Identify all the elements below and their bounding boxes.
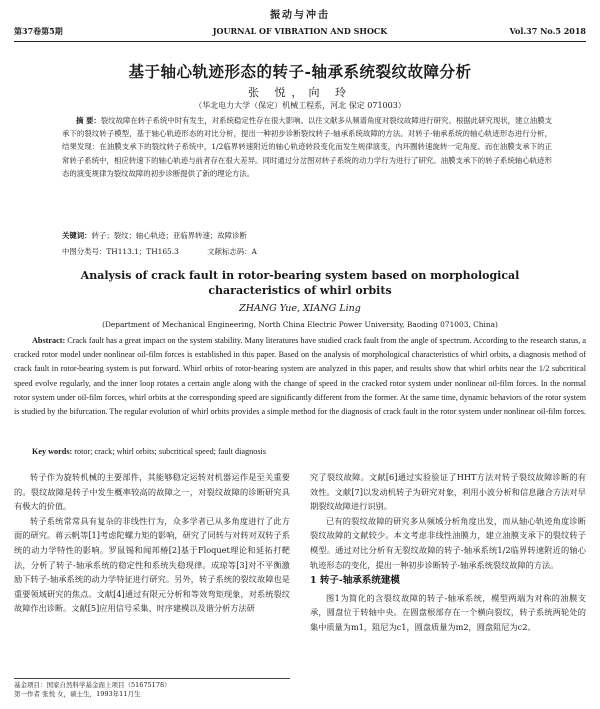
authors-en: ZHANG Yue, XIANG Ling	[239, 303, 361, 314]
classification-codes	[62, 246, 552, 257]
affiliation-en: (Department of Mechanical Engineering, North China Electric Power University, Baoding 071003, China)	[102, 320, 498, 329]
paper-title-cn: 基于轴心轨迹形态的转子-轴承系统裂纹故障分析	[128, 62, 472, 81]
keywords-en	[32, 447, 592, 456]
body-paragraph: 转子系统常常具有复杂的非线性行为，众多学者已从多角度进行了此方面的研究。蒋云帆等[1]考虑陀螺力矩的影响，研究了同转与对转对双转子系统的动力学特性的影响。罗鼠锡和闻邦椿[2]基于Floquet理论和延拓打靶法，分析了转子-轴承系统的稳定性和系统失稳现律。成琼等[3]对不平衡激励下转子-轴承系统的动力学特征进行研究。另外，转子系统的裂纹故障也是重要领域研究的焦点。文献[4]通过有限元分析和等效弯矩现象，对系统裂纹故障作出诊断。文献[5]应用信号采集、时序建模以及谐分析方法研	[14, 515, 290, 614]
volume-issue-en: Vol.37 No.5 2018	[509, 26, 586, 36]
abstract-en-text: Crack fault has a great impact on the system stability. Many literatures have studied crack fault from the angle of spectrum. According to the research status, a cracked rotor model under nonlinear oil-film forces is established in this paper. Based on the analysis of morphological characteristics of whirl orbits, a diagnosis method of crack fault in rotor-bearing system is put forward. Whirl orbits of rotor-bearing system are analyzed in this paper, and results show that whirl orbits near the 1/2 subcritical speed evolve regularly, and the inner loop rotates a certain angle along with the change of speed in the cracked rotor system under nonlinear oil-film forces. In the normal rotor system under oil-film forces, whirl orbits at the corresponding speed are significantly different from the former. At the same time, dynamic behaviors of the rotor system is studied by the bifurcation. The regular evolution of whirl orbits provides a simple method for the diagnosis of crack fault in the rotor system under nonlinear oil-film forces.	[14, 336, 587, 417]
body-paragraph: 转子作为旋转机械的主要部件，其能够稳定运转对机器运作是至关重要的。裂纹故障是转子中发生概率较高的故障之一，对裂纹故障的诊断研究具有极大的价值。	[14, 472, 290, 512]
abstract-en	[14, 334, 586, 419]
body-paragraph: 已有的裂纹故障的研究多从频域分析角度出发，而从轴心轨迹角度诊断裂纹故障的文献较少。本文考虑非线性油膜力，建立油膜支承下的裂纹转子模型。通过对比分析有无裂纹故障的转子-轴承系统1/2临界转速附近的轴心轨迹形态的变化，提出一种初步诊断转子-轴承系统裂纹故障的方法。	[310, 515, 586, 570]
body-column-left	[14, 470, 290, 616]
keywords-en-text: rotor; crack; whirl orbits; subcritical speed; fault diagnosis	[74, 447, 266, 456]
abstract-cn	[62, 114, 552, 180]
body-column-right	[310, 470, 586, 635]
keywords-cn	[62, 230, 552, 241]
keywords-cn-text: 转子；裂纹；轴心轨迹；亚临界转速；故障诊断	[91, 231, 247, 240]
body-paragraph: 图1为简化的含裂纹故障的转子-轴承系统，模型两端为对称的油膜支承，圆盘位于转轴中央。在圆盘根部存在一个横向裂纹，转子系统两轮处的集中质量为m1，阻尼为c1，圆盘质量为m2，圆盘阻尼为c2。	[310, 592, 586, 632]
body-paragraph: 究了裂纹故障。文献[6]通过实验验证了HHT方法对转子裂纹故障诊断的有效性。文献[7]以发动机转子为研究对象，利用小波分析和信息融合方法对早期裂纹故障进行识别。	[310, 472, 586, 512]
document-code: 文献标志码：A	[207, 247, 257, 256]
keywords-cn-label: 关键词：	[62, 231, 92, 240]
running-header	[14, 26, 586, 42]
paper-title-en: Analysis of crack fault in rotor-bearing system based on morphological characteristics of whirl orbits	[80, 269, 520, 297]
authors-cn: 张 悦，向 玲	[248, 86, 352, 99]
affiliation-cn: （华北电力大学（保定）机械工程系，河北 保定 071003）	[194, 101, 406, 110]
footnote	[14, 678, 290, 699]
footnote-fund: 基金项目：国家自然科学基金面上项目（51675178）	[14, 681, 171, 689]
journal-name-cn: 振动与冲击	[270, 10, 330, 21]
section-heading: 1 转子-轴承系统建模	[310, 575, 400, 587]
footnote-author: 第一作者 张悦 女，硕士生，1993年11月生	[14, 690, 141, 698]
abstract-en-label: Abstract:	[32, 336, 66, 345]
keywords-en-label: Key words:	[32, 447, 73, 456]
clc-number: 中图分类号：TH113.1；TH165.3	[62, 247, 179, 256]
journal-name-en: JOURNAL OF VIBRATION AND SHOCK	[212, 26, 388, 36]
abstract-cn-label: 摘 要：	[76, 116, 101, 125]
abstract-cn-text: 裂纹故障在转子系统中时有发生，对系统稳定性存在很大影响。以往文献多从频谱角度对裂纹故障进行研究。根据此研究现状，建立油膜支承下的裂纹转子模型，基于轴心轨迹形态的对比分析，提出一种初步诊断裂纹转子-轴承系统故障的方法。对转子-轴承系统的轴心轨迹形态进行分析，结果发现：在油膜支承下的裂纹转子系统中，1/2临界转速附近的轴心轨迹转段变化而发生规律演变，内环圈转速旋转一定角度。而在油膜支承下的正常转子系统中，相应转速下的轴心轨迹与前者存在很大差异。同时通过分岔图对转子系统的动力学行为进行了研究。油膜支承下的转子系统轴心轨迹形态的演变规律为裂纹故障的初步诊断提供了新的理论方法。	[62, 116, 552, 178]
volume-issue-cn: 第37卷第5期	[14, 26, 63, 36]
